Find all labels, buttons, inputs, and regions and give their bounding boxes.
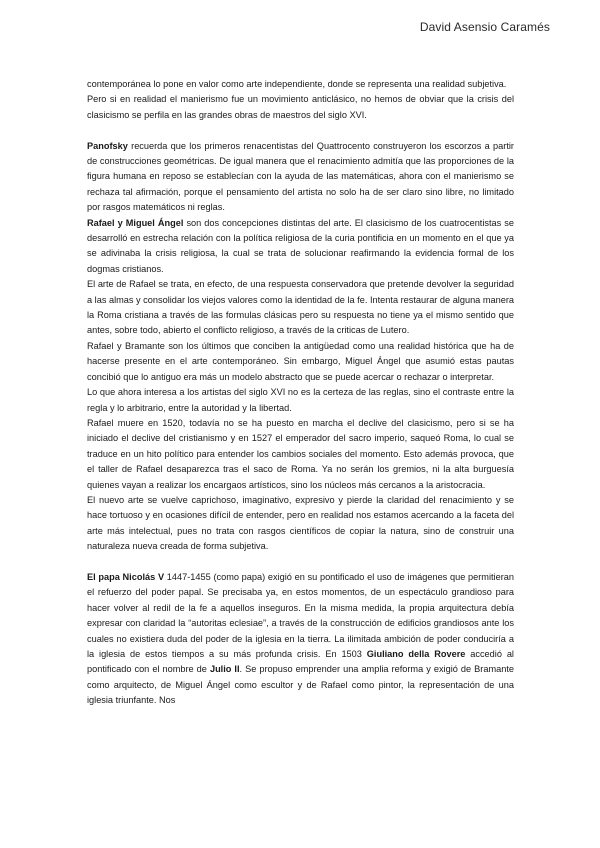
paragraph-5: El arte de Rafael se trata, en efecto, de una respuesta conservadora que pretende devolver la seguridad a las almas y consolidar los viejos valores como la identidad de la fe. Intenta restaurar de alguna manera la Roma cristiana a través de las formulas clásicas pero su respuesta no tiene ya el mismo sentido que antes, sobre todo, abierto el conflicto religioso, a través de la criticas de Lutero. [87,279,514,336]
paragraph-2: Pero si en realidad el manierismo fue un movimiento anticlásico, no hemos de obviar que la crisis del clasicismo se perfila en las grandes obras de maestros del siglo XVI. [87,94,514,120]
bold-term: Julio II [209,664,240,675]
paragraph-1: contemporánea lo pone en valor como arte independiente, donde se representa una realidad subjetiva. [87,79,507,89]
paragraph-8: Rafael muere en 1520, todavía no se ha puesto en marcha el declive del clasicismo, pero si se ha iniciado el declive del cristianismo y en 1527 el emperador del sacro imperio, saqueó Roma, lo cual se traduce en un hito político para entender los cambios sociales del momento. Esto además provoca, que el taller de Rafael desaparezca tras el saco de Roma. Ya no serán los gremios, ni la alta burguesía quienes vayan a realizar los encargaos artísticos, sino los núcleos más cercanos a la aristocracia. [87,417,514,490]
paragraph-9: El nuevo arte se vuelve caprichoso, imaginativo, expresivo y pierde la claridad del renacimiento y se hace tortuoso y en ocasiones difícil de entender, pero en realidad nos estamos acercando a la faceta del arte más intelectual, pues no trata con rasgos científicos de copiar la natura, sino de construir una naturaleza nueva creada de forma subjetiva. [87,494,514,552]
document-body [87,77,514,709]
bold-term: El papa Nicolás V [87,571,165,582]
paragraph-text: . Se propuso emprender una amplia reforma y exigió de Bramante como arquitecto, de Miguel Ángel como escultor y de Rafael como pintor, la representación de una iglesia triunfante. Nos [87,664,514,706]
paragraph-4 [87,216,514,278]
bold-term: Giuliano della Rovere [366,649,466,659]
header-author-name: David Asensio Caramés [419,20,550,34]
paragraph-text: recuerda que los primeros renacentistas del Quattrocento construyeron los escorzos a partir de construcciones geométricas. De igual manera que el renacimiento admitía que las proporciones de la figura humana en reposo se establecían con la ayuda de las matemáticas, ahora con el manierismo se rechaza tal afirmación, porque el pensamiento del artista no solo ha de ser claro sino libre, no limitado por rasgos matemáticos ni reglas. [87,140,514,213]
paragraph-10 [87,570,514,709]
bold-term: Rafael y Miguel Ángel [87,217,184,228]
paragraph-text: accedió al pontificado con el nombre de [87,649,514,675]
paragraph-6: Rafael y Bramante son los últimos que conciben la antigüedad como una realidad histórica que ha de hacerse presente en el arte contemporáneo. Sin embargo, Miguel Ángel que asumió estas pautas concibió que lo antiguo era más un modelo abstracto que se puede acercar o rechazar o interpretar. [87,340,514,382]
paragraph-7: Lo que ahora interesa a los artistas del siglo XVI no es la certeza de las reglas, sino el contraste entre la regla y lo arbitrario, entre la autoridad y la libertad. [87,387,514,413]
paragraph-3 [87,139,514,216]
bold-term: Panofsky [87,140,128,151]
paragraph-text: son dos concepciones distintas del arte. El clasicismo de los cuatrocentistas se desarrolló en estrecha relación con la política religiosa de la curia pontificia en un momento en el que ya se adivinaba la crisis religiosa, la cual se trata de solucionar reafirmando la evidencia formal de los dogmas cristianos. [87,217,514,274]
paragraph-text: 1447-1455 (como papa) exigió en su pontificado el uso de imágenes que permitieran el refuerzo del poder papal. Se precisaba ya, en estos momentos, de un espectáculo grandioso para hacer volver al redil de la fe a aquellos inseguros. En la misma medida, la propia arquitectura debía expresar con claridad la “autoritas eclesiae”, a través de la construcción de edificios grandiosos ante los cuales no existiera duda del poder de la iglesia en la tierra. La ilimitada ambición de poder conduciría a la iglesia de estos tiempos a su más profunda crisis. En 1503 [87,571,514,659]
